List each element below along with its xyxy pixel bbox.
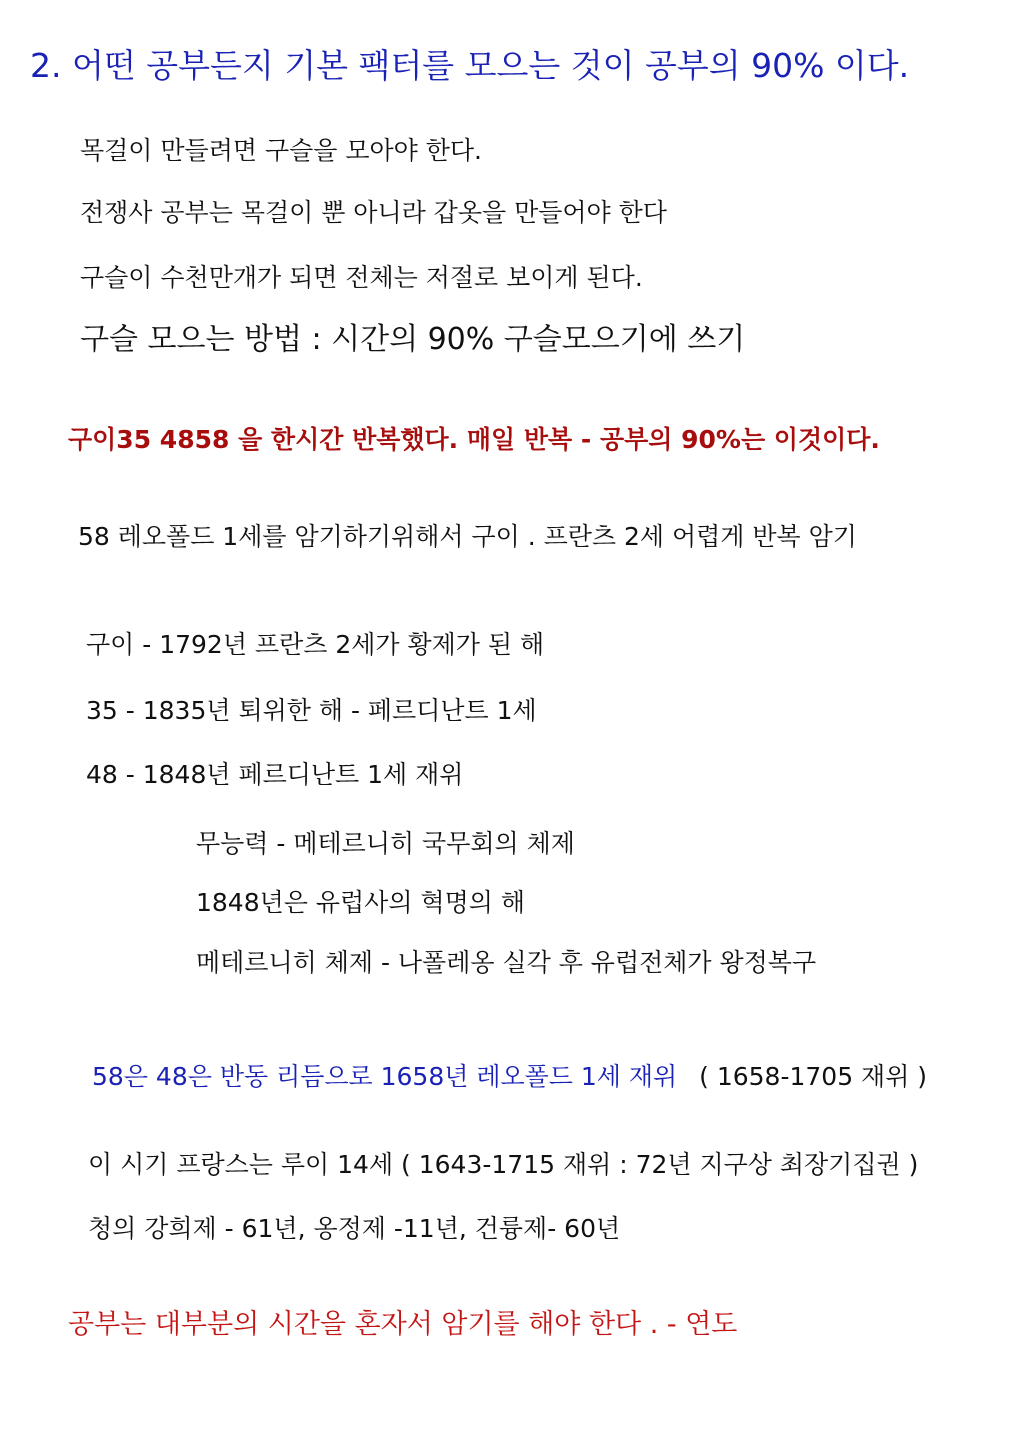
highlight-line: 구이35 4858 을 한시간 반복했다. 매일 반복 - 공부의 90%는 이것이다. [68, 425, 880, 454]
qing-line: 청의 강희제 - 61년, 옹정제 -11년, 건륭제- 60년 [88, 1214, 621, 1243]
note-incompetence: 무능력 - 메테르니히 국무회의 체제 [196, 829, 575, 858]
timeline-item-1792: 구이 - 1792년 프란츠 2세가 황제가 된 해 [86, 630, 545, 659]
note-metternich-system: 메테르니히 체제 - 나폴레옹 실각 후 유럽전체가 왕정복구 [196, 948, 817, 977]
note-revolution-year: 1848년은 유럽사의 혁명의 해 [196, 888, 525, 917]
france-line: 이 시기 프랑스는 루이 14세 ( 1643-1715 재위 : 72년 지구상 최장기집권 ) [88, 1150, 919, 1179]
intro-line-1: 목걸이 만들려면 구슬을 모아야 한다. [80, 136, 482, 165]
conclusion-line: 공부는 대부분의 시간을 혼자서 암기를 해야 한다 . - 연도 [68, 1309, 738, 1340]
rhythm-blue-text: 58은 48은 반동 리듬으로 1658년 레오폴드 1세 재위 [92, 1062, 678, 1091]
page-title: 2. 어떤 공부든지 기본 팩터를 모으는 것이 공부의 90% 이다. [30, 46, 910, 85]
intro-line-2: 전쟁사 공부는 목걸이 뿐 아니라 갑옷을 만들어야 한다 [80, 198, 667, 227]
mnemonic-intro: 58 레오폴드 1세를 암기하기위해서 구이 . 프란츠 2세 어렵게 반복 암기 [78, 522, 857, 551]
method-line: 구슬 모으는 방법 : 시간의 90% 구슬모으기에 쓰기 [80, 322, 746, 357]
rhythm-reign-text: ( 1658-1705 재위 ) [699, 1062, 928, 1091]
rhythm-line [92, 1062, 927, 1092]
timeline-item-1848: 48 - 1848년 페르디난트 1세 재위 [86, 760, 464, 789]
intro-line-3: 구슬이 수천만개가 되면 전체는 저절로 보이게 된다. [80, 263, 643, 292]
timeline-item-1835: 35 - 1835년 퇴위한 해 - 페르디난트 1세 [86, 696, 537, 725]
